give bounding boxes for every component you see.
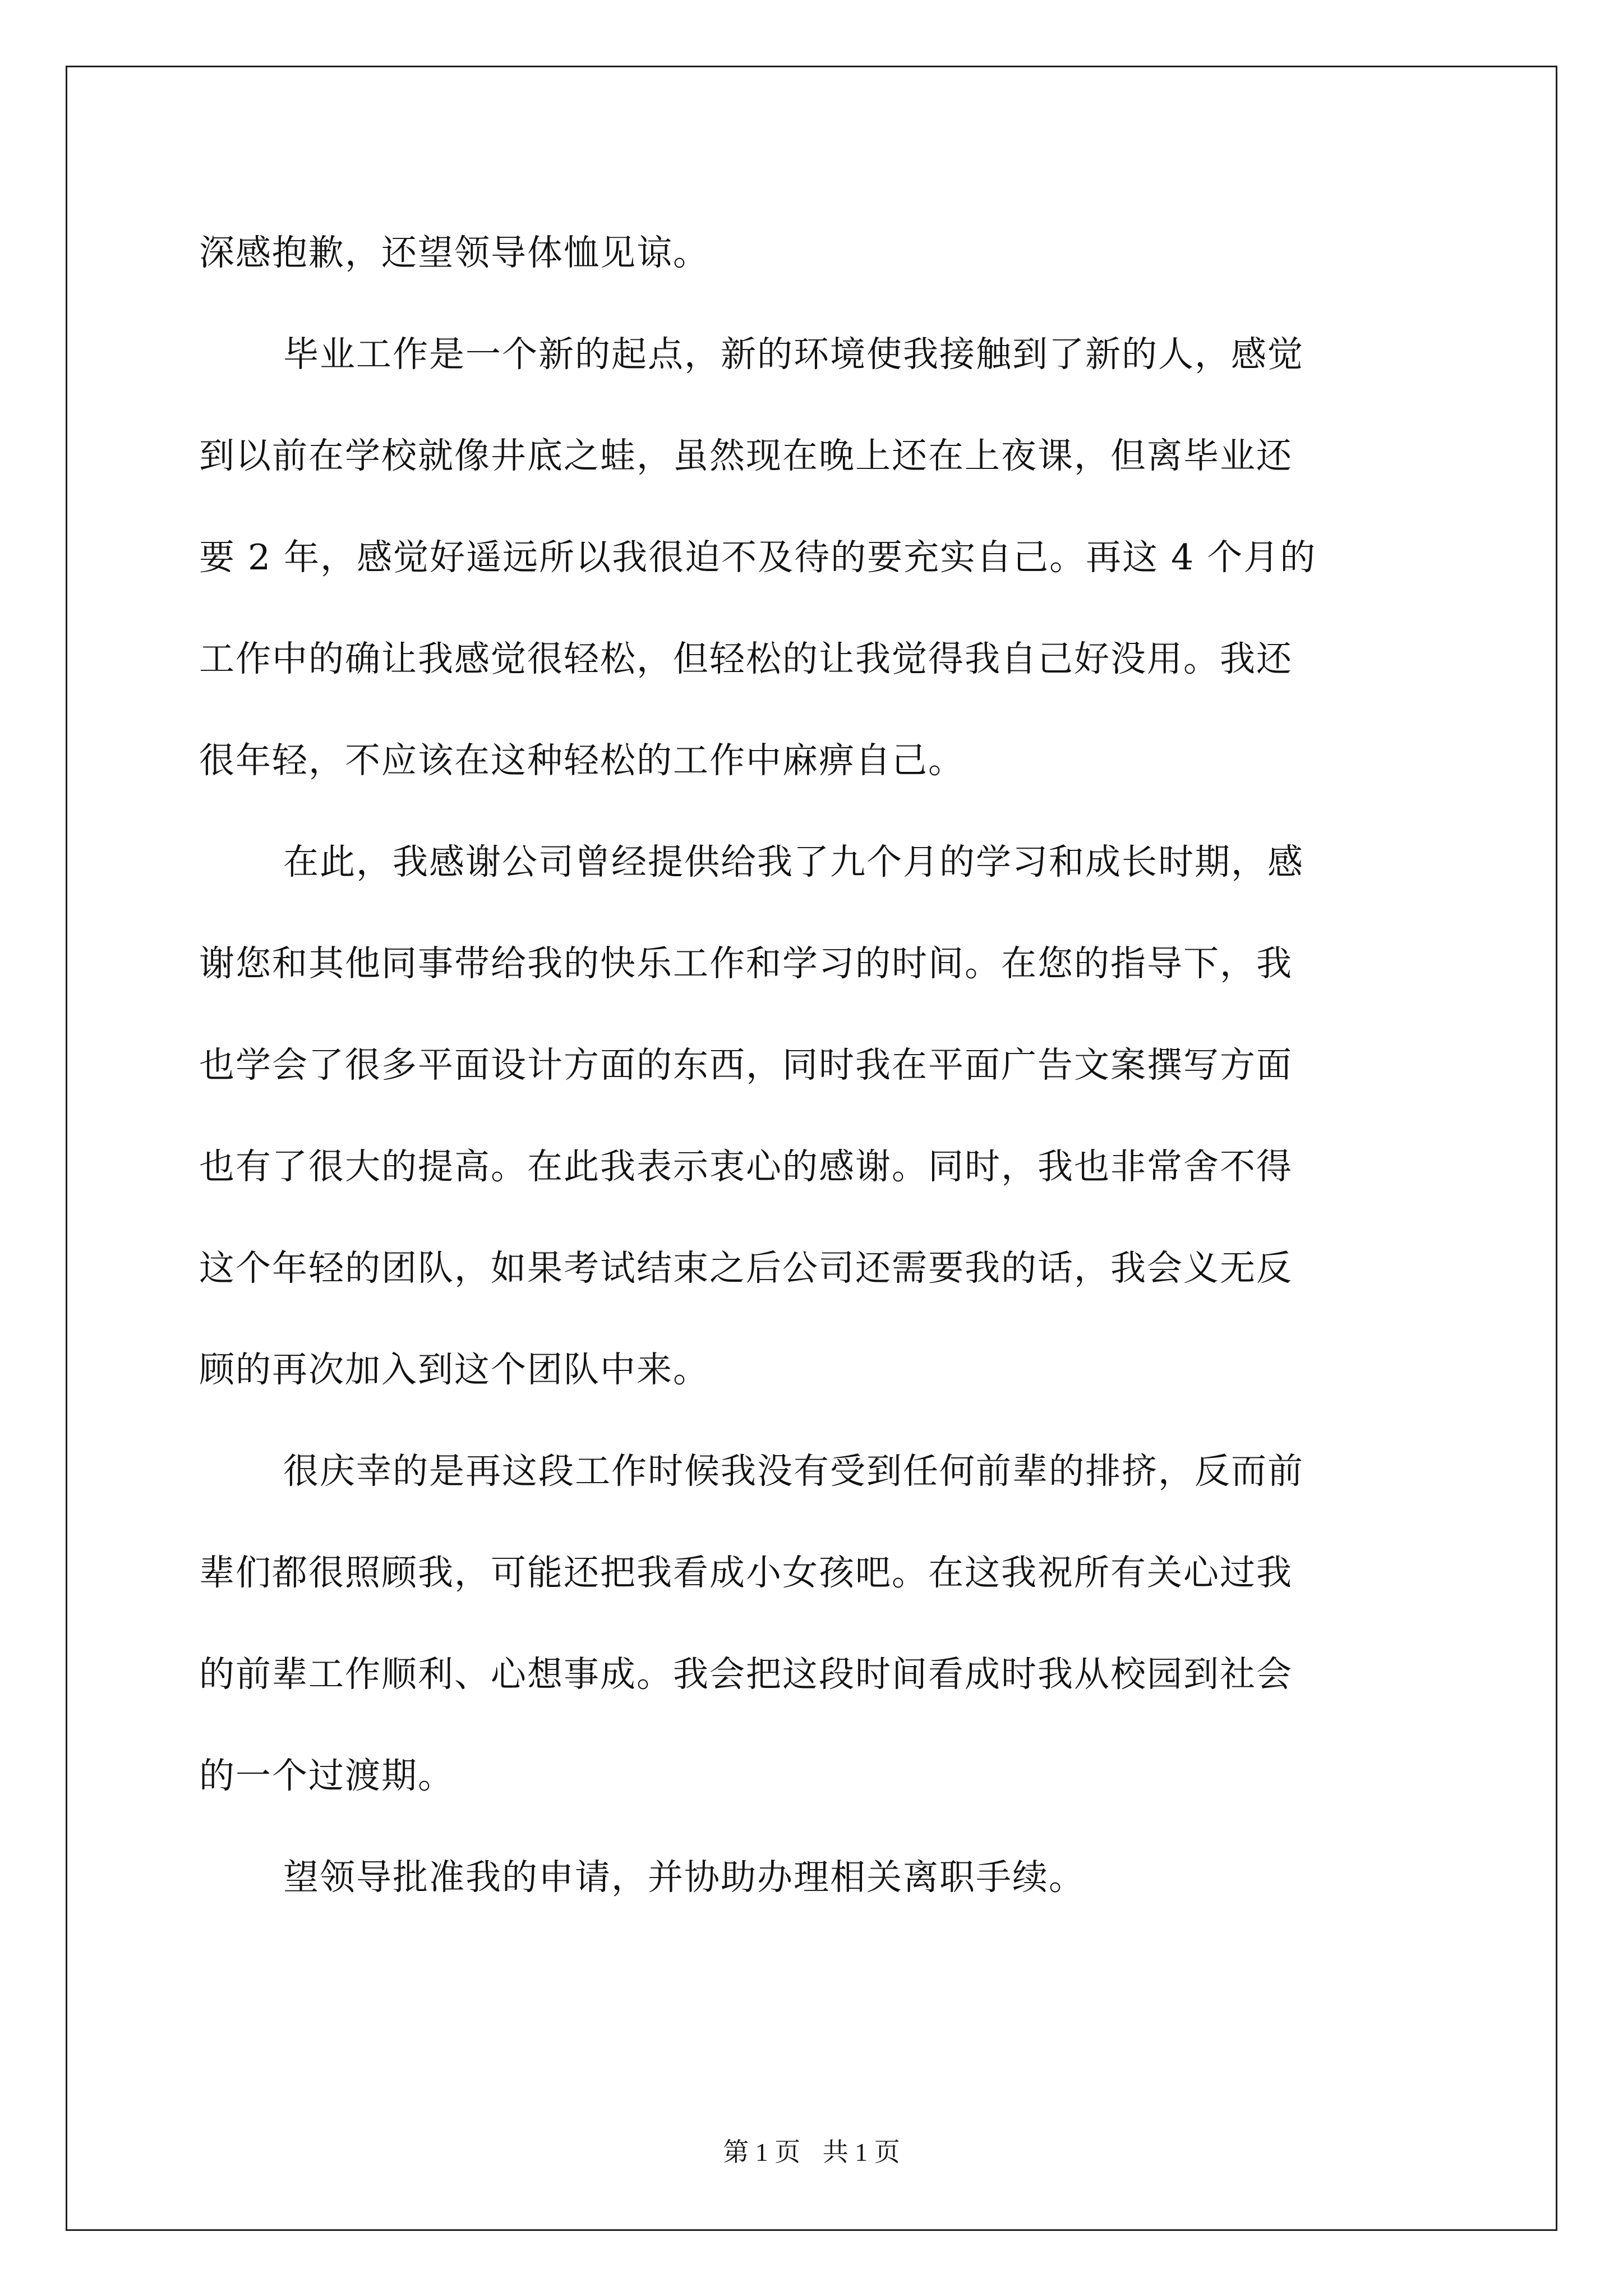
text-line: 这个年轻的团队，如果考试结束之后公司还需要我的话，我会义无反 — [199, 1248, 1293, 1289]
text-line: 到以前在学校就像井底之蛙，虽然现在晚上还在上夜课，但离毕业还 — [199, 435, 1293, 476]
text-line: 辈们都很照顾我，可能还把我看成小女孩吧。在这我祝所有关心过我 — [199, 1552, 1293, 1593]
text-line: 顾的再次加入到这个团队中来。 — [199, 1349, 709, 1390]
document-body — [199, 202, 1427, 1928]
text-line: 也有了很大的提高。在此我表示衷心的感谢。同时，我也非常舍不得 — [199, 1146, 1293, 1187]
page-number: 第 1 页 — [723, 2138, 801, 2166]
text-line: 的一个过渡期。 — [199, 1755, 454, 1796]
text-line: 很年轻，不应该在这种轻松的工作中麻痹自己。 — [199, 740, 965, 781]
text-line: 谢您和其他同事带给我的快乐工作和学习的时间。在您的指导下，我 — [199, 943, 1293, 984]
text-line: 要 2 年，感觉好遥远所以我很迫不及待的要充实自己。再这 4 个月的 — [199, 537, 1317, 578]
text-line: 也学会了很多平面设计方面的东西，同时我在平面广告文案撰写方面 — [199, 1045, 1293, 1085]
paragraph-start-line: 很庆幸的是再这段工作时候我没有受到任何前辈的排挤，反而前 — [283, 1451, 1304, 1492]
text-line: 的前辈工作顺利、心想事成。我会把这段时间看成时我从校园到社会 — [199, 1654, 1293, 1695]
text-line: 深感抱歉，还望领导体恤见谅。 — [199, 232, 709, 273]
page-footer — [0, 2132, 1623, 2169]
page-total: 共 1 页 — [822, 2138, 900, 2166]
text-line: 工作中的确让我感觉很轻松，但轻松的让我觉得我自己好没用。我还 — [199, 638, 1293, 679]
paragraph-start-line: 在此，我感谢公司曾经提供给我了九个月的学习和成长时期，感 — [283, 841, 1304, 882]
paragraph-start-line: 望领导批准我的申请，并协助办理相关离职手续。 — [283, 1857, 1085, 1898]
paragraph-start-line: 毕业工作是一个新的起点，新的环境使我接触到了新的人，感觉 — [283, 334, 1304, 375]
